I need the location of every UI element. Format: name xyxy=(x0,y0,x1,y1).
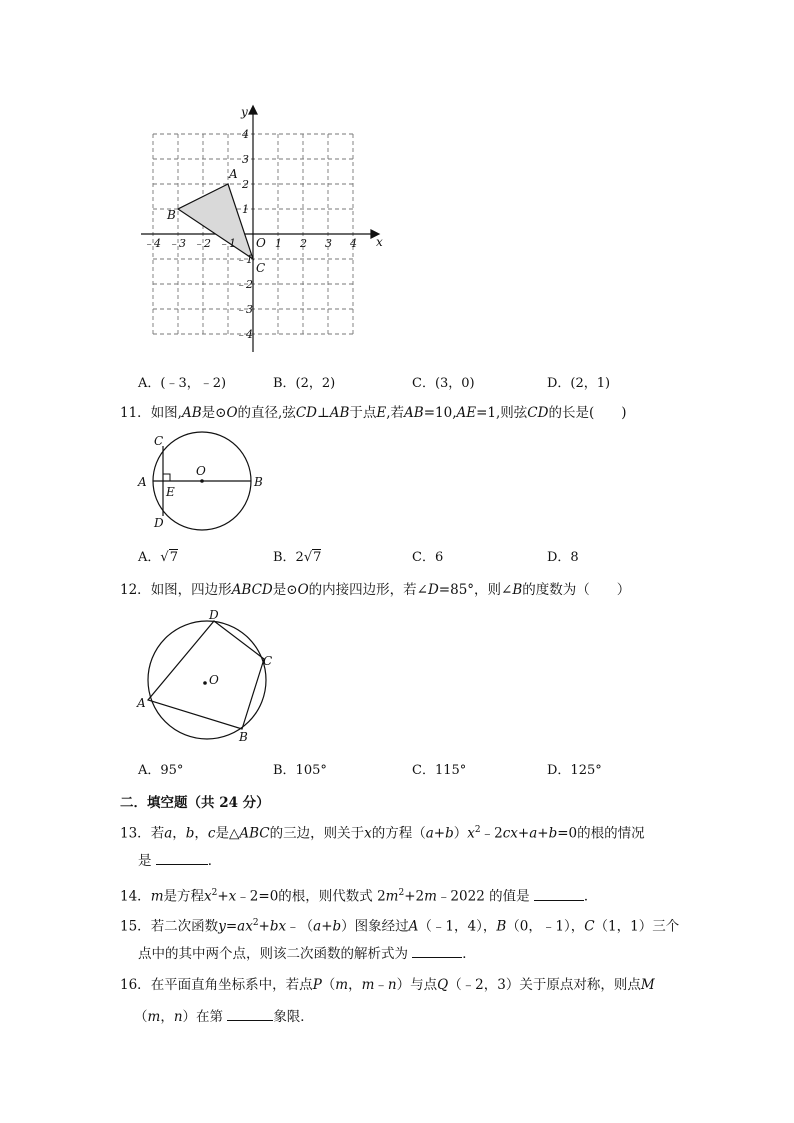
x-tick: ﹣3 xyxy=(168,237,186,250)
q12-stem: 12．如图，四边形ABCD是⊙O的内接四边形，若∠D=85°，则∠B的度数为（ ） xyxy=(120,582,631,598)
triangle-abc xyxy=(178,184,253,259)
y-tick: 3 xyxy=(242,153,249,166)
svg-text:A: A xyxy=(137,696,146,710)
svg-text:C: C xyxy=(154,434,164,448)
center-dot xyxy=(203,681,207,685)
coordinate-grid-figure xyxy=(135,100,395,360)
section-title: 二．填空题（共 24 分） xyxy=(120,795,270,811)
svg-text:A: A xyxy=(138,475,147,489)
q10-option-a[interactable]: A．(﹣3，﹣2) xyxy=(138,376,227,391)
point-b-label: B xyxy=(167,208,176,222)
x-tick-labels xyxy=(143,237,357,250)
y-tick: ﹣1 xyxy=(235,253,253,266)
x-tick: ﹣1 xyxy=(218,237,236,250)
svg-text:C: C xyxy=(263,654,273,668)
q11-stem: 11．如图,AB是⊙O的直径,弦CD⊥AB于点E,若AB=10,AE=1,则弦CD的长是( ) xyxy=(120,405,627,421)
q12-circle-figure xyxy=(133,608,283,748)
svg-text:O: O xyxy=(196,464,206,478)
x-tick: 2 xyxy=(300,237,307,250)
q12-option-d[interactable]: D．125° xyxy=(547,763,602,778)
axes xyxy=(141,106,379,352)
y-tick: 4 xyxy=(242,128,249,141)
point-a-label: A xyxy=(229,167,238,181)
y-tick: 2 xyxy=(242,178,249,191)
q11-option-c[interactable]: C．6 xyxy=(412,550,444,565)
q16-stem-line2: （m，n）在第 象限． xyxy=(134,1009,314,1025)
x-tick: 4 xyxy=(350,237,357,250)
svg-text:D: D xyxy=(209,608,219,622)
y-tick: 1 xyxy=(242,203,249,216)
q10-option-d[interactable]: D．(2，1) xyxy=(547,376,611,391)
x-tick: 3 xyxy=(325,237,332,250)
svg-text:B: B xyxy=(254,475,263,489)
q10-option-c[interactable]: C．(3，0) xyxy=(412,376,475,391)
svg-text:O: O xyxy=(209,673,219,687)
x-axis-label: x xyxy=(376,235,383,249)
q12-option-c[interactable]: C．115° xyxy=(412,763,467,778)
quadrilateral-abcd xyxy=(148,621,264,729)
point-c-label: C xyxy=(256,261,266,275)
x-tick: ﹣2 xyxy=(193,237,211,250)
y-axis-label: y xyxy=(241,105,248,119)
q10-option-b[interactable]: B．(2，2) xyxy=(273,376,336,391)
q11-option-a[interactable]: A．√7 xyxy=(138,550,178,565)
svg-text:B: B xyxy=(239,730,248,744)
answer-blank[interactable] xyxy=(534,888,584,901)
x-tick: 1 xyxy=(275,237,282,250)
x-tick: ﹣4 xyxy=(143,237,161,250)
q16-stem: 16．在平面直角坐标系中，若点P（m，m﹣n）与点Q（﹣2，3）关于原点对称，则点M xyxy=(120,977,655,993)
q11-option-b[interactable]: B．2√7 xyxy=(273,550,322,565)
right-angle-mark xyxy=(163,474,170,481)
circle-o xyxy=(148,621,266,739)
center-dot xyxy=(200,479,204,483)
q15-stem-line2: 点中的其中两个点，则该二次函数的解析式为 ． xyxy=(138,946,476,962)
q11-circle-figure xyxy=(130,430,280,536)
q12-option-b[interactable]: B．105° xyxy=(273,763,327,778)
q11-option-d[interactable]: D．8 xyxy=(547,550,579,565)
q14-stem: 14．m是方程$x^2+x﹣2=0$的根，则代数式 $2m^2+2m﹣2022$ 的值是 ． xyxy=(120,888,598,905)
svg-text:D: D xyxy=(154,516,164,530)
q12-option-a[interactable]: A．95° xyxy=(138,763,184,778)
answer-blank[interactable] xyxy=(227,1008,273,1021)
y-tick: ﹣3 xyxy=(235,303,253,316)
q15-stem: 15．若二次函数$y=ax^2+bx﹣(a+b)$图象经过A（﹣1，4），B（0，﹣1），C（1，1）三个 xyxy=(120,918,680,935)
q13-stem: 13．若a，b，c是△ABC的三边，则关于x的方程$(a+b)x^2﹣2cx+a+b=0$的根的情况 xyxy=(120,825,645,842)
origin-label: O xyxy=(256,236,266,250)
y-tick: ﹣4 xyxy=(235,328,253,341)
svg-text:E: E xyxy=(166,485,175,499)
y-tick: ﹣2 xyxy=(235,278,253,291)
answer-blank[interactable] xyxy=(156,852,208,865)
q13-stem-line2: 是 ． xyxy=(138,853,222,869)
answer-blank[interactable] xyxy=(412,945,462,958)
